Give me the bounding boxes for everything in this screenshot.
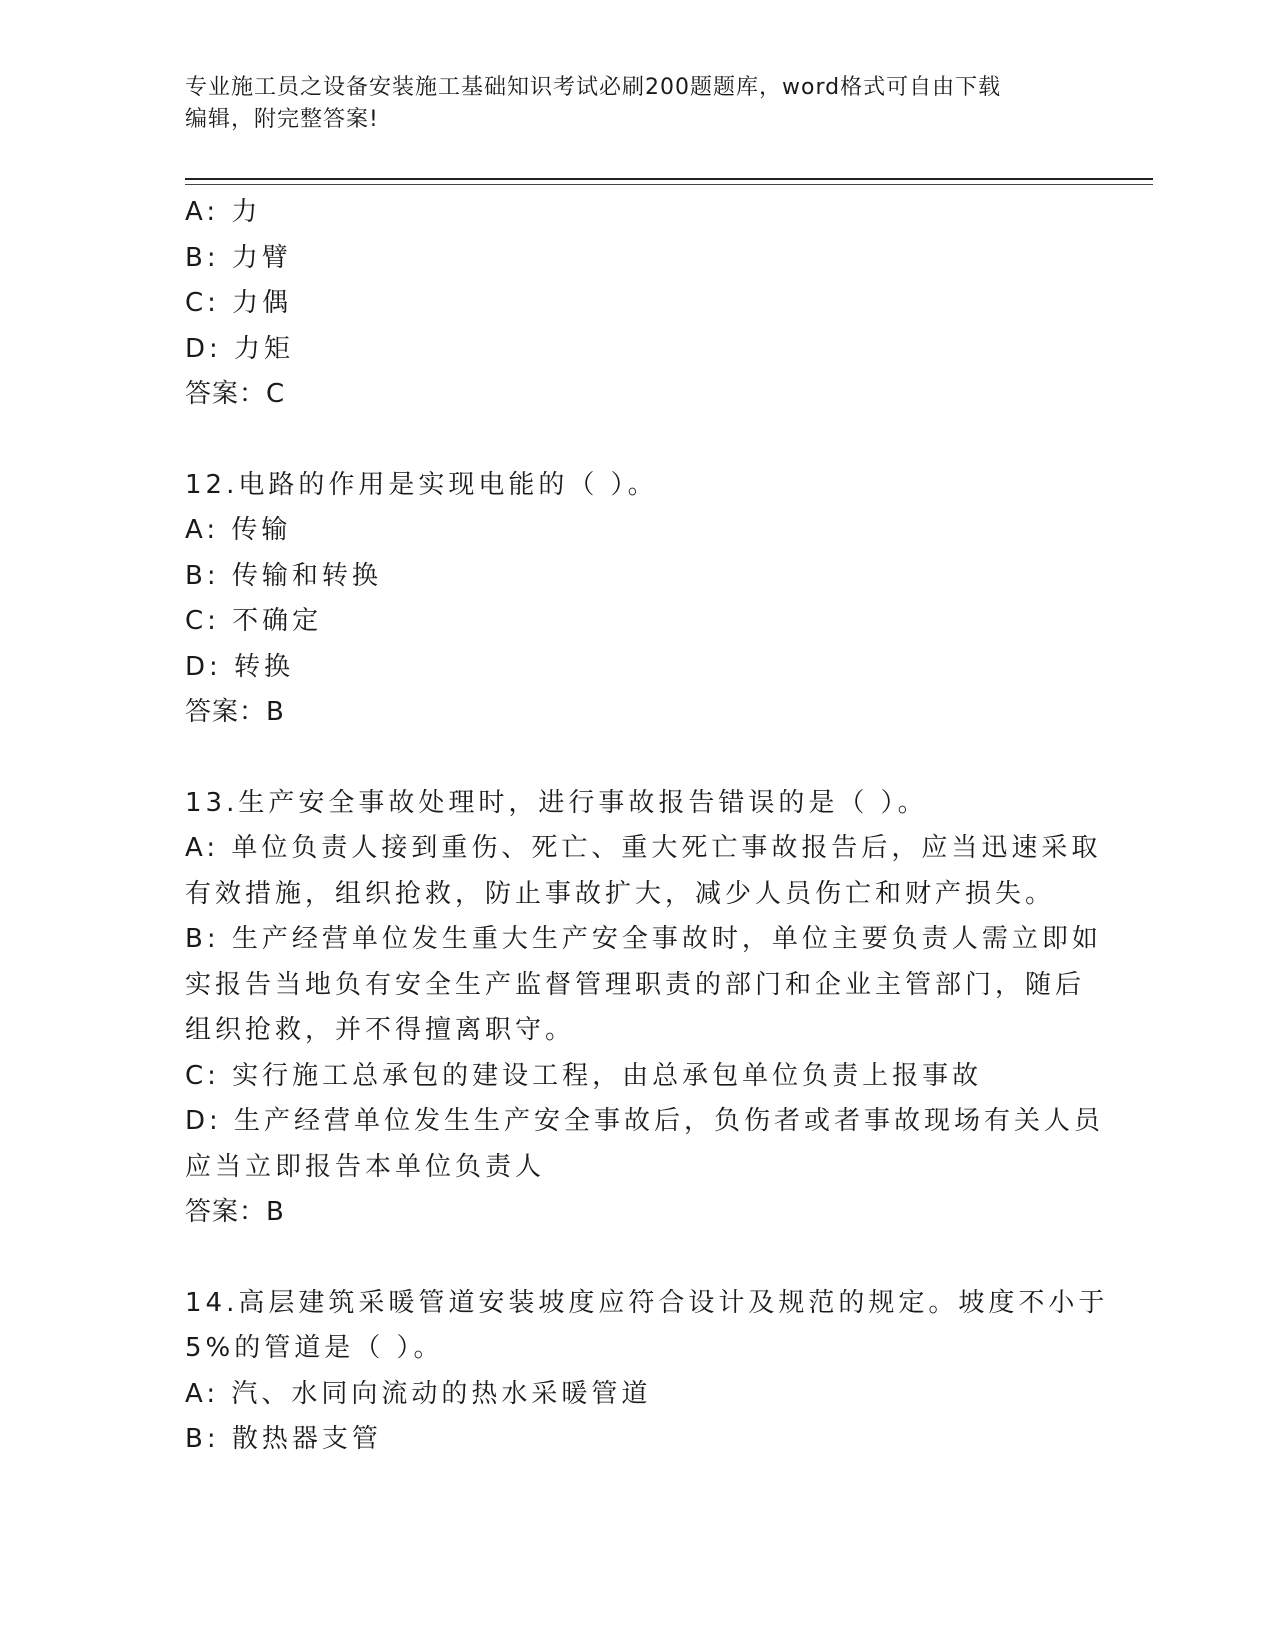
- header-divider-thin: [185, 184, 1153, 185]
- spacer: [185, 1236, 1085, 1281]
- option-a-line-2: 有效措施，组织抢救，防止事故扩大，减少人员伤亡和财产损失。: [185, 878, 1056, 909]
- question-13: [185, 781, 1105, 1236]
- header-title-line-1: 专业施工员之设备安装施工基础知识考试必刷200题题库，word格式可自由下载: [185, 75, 1002, 100]
- option-b-line-3: 组织抢救，并不得擅离职守。: [185, 1015, 576, 1045]
- option-a: A: 力: [185, 197, 262, 227]
- question-11: [185, 190, 1085, 418]
- header-divider: [185, 178, 1153, 180]
- answer: 答案：B: [185, 1197, 285, 1227]
- question-text: 12.电路的作用是实现电能的（ ）。: [185, 469, 658, 500]
- document-header: [185, 72, 1065, 136]
- question-text-line-1: 14.高层建筑采暖管道安装坡度应符合设计及规范的规定。坡度不小于: [185, 1287, 1109, 1318]
- question-list: [185, 190, 1109, 1463]
- spacer: [185, 418, 1085, 463]
- option-b: B: 散热器支管: [185, 1424, 382, 1454]
- option-b: B: 力臂: [185, 242, 292, 273]
- answer: 答案：B: [185, 697, 285, 727]
- option-a: A: 汽、水同向流动的热水采暖管道: [185, 1378, 652, 1409]
- option-c: C: 不确定: [185, 606, 323, 636]
- option-d: D: 转换: [185, 651, 295, 682]
- question-14: [185, 1281, 1109, 1463]
- question-12: [185, 463, 1085, 736]
- answer: 答案：C: [185, 379, 286, 409]
- option-c: C: 实行施工总承包的建设工程，由总承包单位负责上报事故: [185, 1060, 983, 1091]
- header-title-line-2: 编辑，附完整答案!: [185, 107, 379, 132]
- spacer: [185, 736, 1085, 781]
- option-c: C: 力偶: [185, 288, 293, 318]
- option-a-line-1: A: 单位负责人接到重伤、死亡、重大死亡事故报告后，应当迅速采取: [185, 833, 1102, 863]
- option-a: A: 传输: [185, 515, 292, 545]
- option-b-line-2: 实报告当地负有安全生产监督管理职责的部门和企业主管部门，随后: [185, 969, 1086, 1000]
- option-d-line-2: 应当立即报告本单位负责人: [185, 1151, 546, 1182]
- question-text-line-2: 5%的管道是（ ）。: [185, 1333, 444, 1363]
- question-text: 13.生产安全事故处理时，进行事故报告错误的是（ ）。: [185, 787, 928, 818]
- option-b: B: 传输和转换: [185, 560, 382, 591]
- option-d-line-1: D: 生产经营单位发生生产安全事故后，负伤者或者事故现场有关人员: [185, 1106, 1105, 1136]
- option-b-line-1: B: 生产经营单位发生重大生产安全事故时，单位主要负责人需立即如: [185, 924, 1102, 954]
- option-d: D: 力矩: [185, 333, 295, 364]
